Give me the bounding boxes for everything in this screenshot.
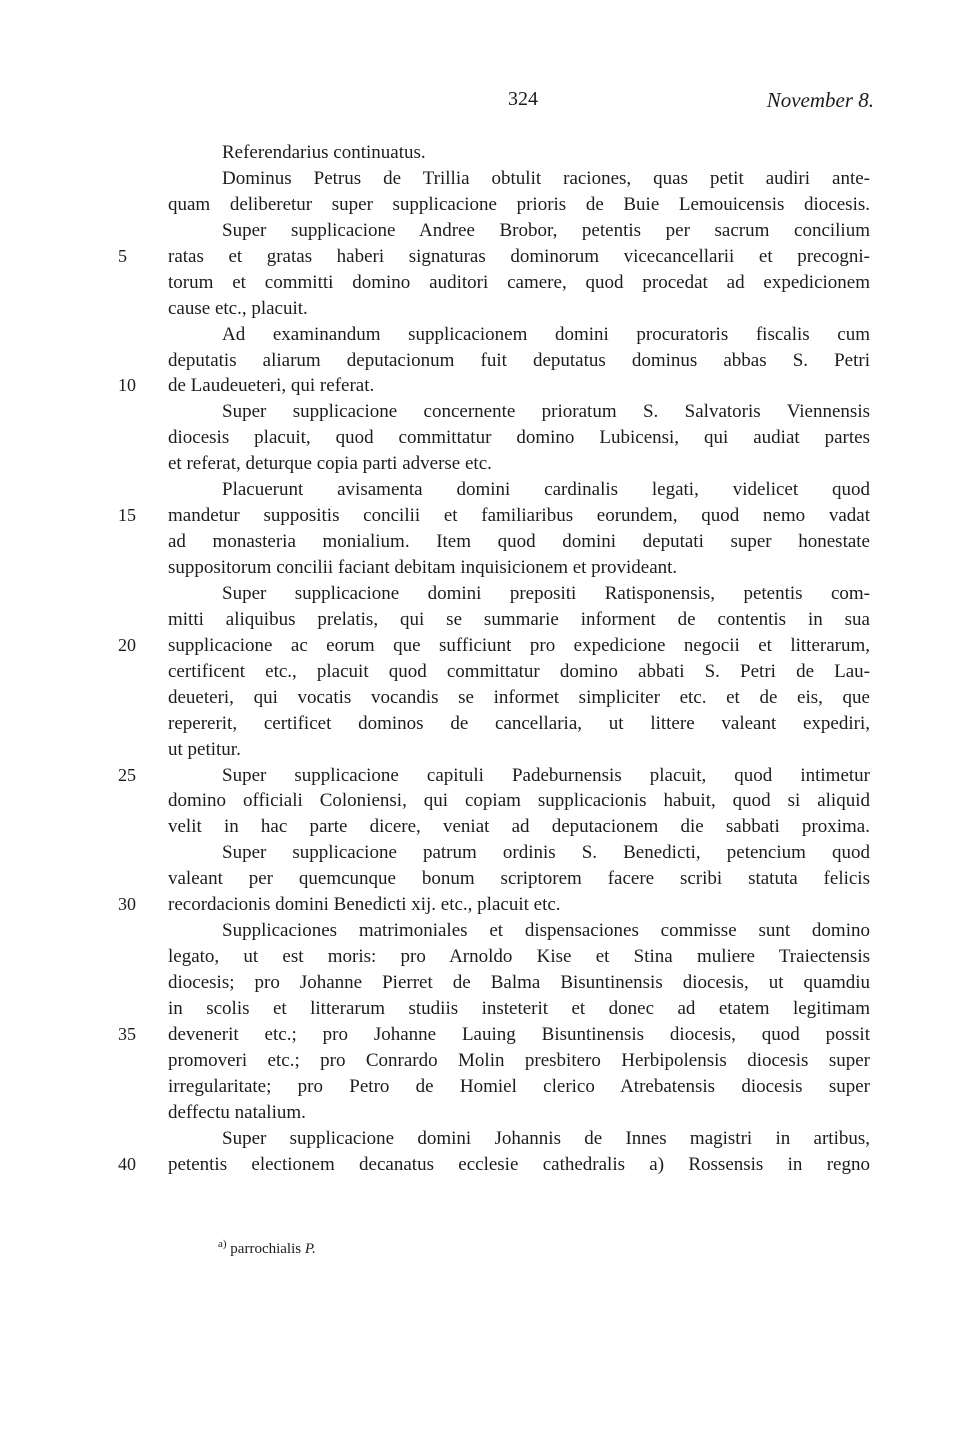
text-line — [0, 373, 960, 399]
text-line — [0, 218, 960, 244]
text-line — [0, 918, 960, 944]
line-number: 40 — [118, 1153, 136, 1174]
line-number: 25 — [118, 764, 136, 785]
line-text: supplicacione ac eorum que sufficiunt pro expedicione negocii et litterarum, — [168, 634, 870, 656]
text-line — [0, 1126, 960, 1152]
line-text: Super supplicacione Andree Brobor, petentis per sacrum concilium — [222, 219, 870, 241]
page-number: 324 — [508, 88, 538, 110]
line-text: irregularitate; pro Petro de Homiel clerico Atrebatensis diocesis super — [168, 1075, 870, 1097]
line-text: torum et committi domino auditori camere, quod procedat ad expedicionem — [168, 271, 870, 293]
text-line — [0, 1074, 960, 1100]
text-line — [0, 451, 960, 477]
text-line — [0, 348, 960, 374]
page-header — [0, 88, 960, 118]
text-line — [0, 633, 960, 659]
text-line — [0, 425, 960, 451]
running-head: November 8. — [766, 88, 874, 112]
line-text: certificent etc., placuit quod committatur domino abbati S. Petri de Lau- — [168, 660, 870, 682]
text-line — [0, 477, 960, 503]
line-text: Ad examinandum supplicacionem domini procuratoris fiscalis cum — [222, 323, 870, 345]
line-text: suppositorum concilii faciant debitam inquisicionem et provideant. — [168, 557, 678, 578]
text-line — [0, 1152, 960, 1178]
line-text: Super supplicacione capituli Padeburnensis placuit, quod intimetur — [222, 764, 870, 786]
footnote-text: parrochialis — [230, 1241, 302, 1257]
line-text: mandetur suppositis concilii et familiaribus eorundem, quod nemo vadat — [168, 505, 870, 527]
line-text: diocesis; pro Johanne Pierret de Balma Bisuntinensis diocesis, ut quamdiu — [168, 972, 870, 993]
text-line — [0, 166, 960, 192]
text-line — [0, 192, 960, 218]
text-line — [0, 581, 960, 607]
text-line — [0, 296, 960, 322]
text-line — [0, 1100, 960, 1126]
line-text: ratas et gratas haberi signaturas dominorum vicecancellarii et precogni- — [168, 245, 870, 267]
line-text: ad monasteria monialium. Item quod domini deputati super honestate — [168, 531, 870, 553]
footnote — [218, 1238, 316, 1258]
line-text: Referendarius continuatus. — [222, 142, 426, 163]
line-text: domino officiali Coloniensi, qui copiam supplicacionis habuit, quod si aliquid — [168, 790, 870, 812]
line-text: recordacionis domini Benedicti xij. etc., placuit etc. — [168, 894, 561, 916]
text-line — [0, 529, 960, 555]
text-line — [0, 996, 960, 1022]
text-line — [0, 970, 960, 996]
line-text: deueteri, qui vocatis vocandis se informet simpliciter etc. et de eis, que — [168, 686, 870, 708]
text-line — [0, 866, 960, 892]
text-line — [0, 607, 960, 633]
line-text: diocesis placuit, quod committatur domino Lubicensi, qui audiat partes — [168, 427, 870, 449]
line-text: promoveri etc.; pro Conrardo Molin presbitero Herbipolensis diocesis super — [168, 1049, 870, 1071]
line-text: Dominus Petrus de Trillia obtulit raciones, quas petit audiri ante- — [222, 167, 870, 189]
text-line — [0, 140, 960, 166]
line-text: quam deliberetur super supplicacione prioris de Buie Lemouicensis diocesis. — [168, 193, 870, 215]
line-text: de Laudeueteri, qui referat. — [168, 375, 375, 397]
text-line — [0, 1022, 960, 1048]
text-line — [0, 270, 960, 296]
line-text: valeant per quemcunque bonum scriptorem facere scribi statuta felicis — [168, 868, 870, 890]
line-text: repererit, certificet dominos de cancellaria, ut littere valeant expediri, — [168, 712, 870, 734]
line-text: Super supplicacione domini prepositi Ratisponensis, petentis com- — [222, 582, 870, 604]
text-line — [0, 659, 960, 685]
line-number: 10 — [118, 375, 136, 396]
line-text: Placuerunt avisamenta domini cardinalis legati, videlicet quod — [222, 479, 870, 501]
line-text: Supplicaciones matrimoniales et dispensaciones commisse sunt domino — [222, 920, 870, 942]
text-line — [0, 503, 960, 529]
line-number: 15 — [118, 505, 136, 526]
text-line — [0, 1048, 960, 1074]
line-text: in scolis et litterarum studiis insteterit et donec ad etatem legitimam — [168, 997, 870, 1019]
text-line — [0, 555, 960, 581]
line-text: deffectu natalium. — [168, 1101, 306, 1123]
text-line — [0, 322, 960, 348]
line-text: petentis electionem decanatus ecclesie cathedralis a) Rossensis in regno — [168, 1153, 870, 1175]
main-text — [0, 140, 960, 1178]
text-line — [0, 814, 960, 840]
text-line — [0, 763, 960, 789]
line-number: 20 — [118, 634, 136, 655]
text-line — [0, 244, 960, 270]
line-text: Super supplicacione patrum ordinis S. Benedicti, petencium quod — [222, 842, 870, 864]
footnote-siglum: P. — [304, 1241, 316, 1257]
line-text: cause etc., placuit. — [168, 297, 308, 319]
line-number: 35 — [118, 1023, 136, 1044]
text-line — [0, 840, 960, 866]
line-number: 30 — [118, 894, 136, 915]
line-text: et referat, deturque copia parti adverse etc. — [168, 453, 492, 475]
text-line — [0, 737, 960, 763]
footnote-mark: a) — [218, 1238, 227, 1250]
text-line — [0, 711, 960, 737]
line-text: legato, ut est moris: pro Arnoldo Kise et Stina muliere Traiectensis — [168, 946, 870, 968]
text-line — [0, 892, 960, 918]
text-line — [0, 399, 960, 425]
line-text: mitti aliquibus prelatis, qui se summarie informent de contentis in sua — [168, 608, 870, 630]
line-number: 5 — [118, 245, 127, 266]
line-text: deputatis aliarum deputacionum fuit deputatus dominus abbas S. Petri — [168, 349, 870, 371]
text-line — [0, 685, 960, 711]
line-text: Super supplicacione domini Johannis de Innes magistri in artibus, — [222, 1127, 870, 1149]
line-text: Super supplicacione concernente prioratum S. Salvatoris Viennensis — [222, 401, 870, 423]
text-line — [0, 944, 960, 970]
line-text: velit in hac parte dicere, veniat ad deputacionem die sabbati proxima. — [168, 816, 870, 838]
line-text: devenerit etc.; pro Johanne Lauing Bisuntinensis diocesis, quod possit — [168, 1023, 870, 1045]
line-text: ut petitur. — [168, 738, 241, 760]
text-line — [0, 788, 960, 814]
